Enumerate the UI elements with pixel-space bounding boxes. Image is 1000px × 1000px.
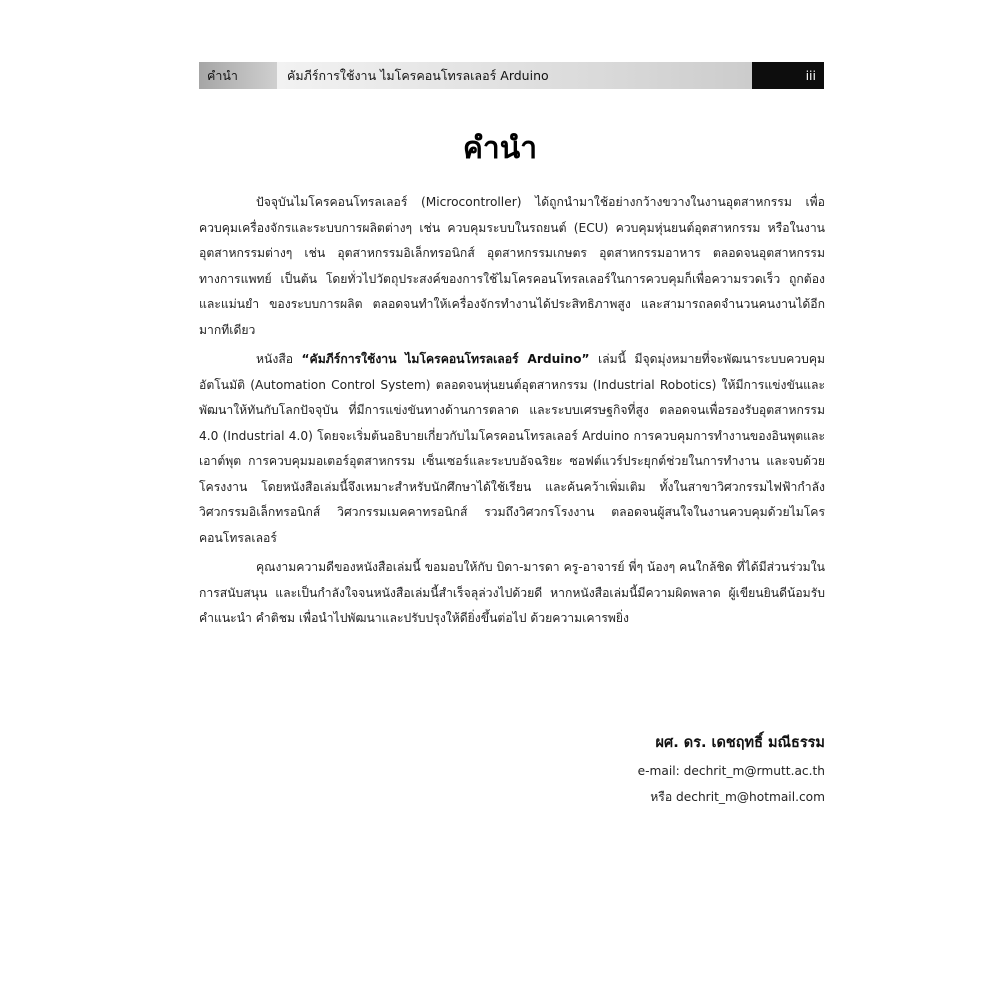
paragraph-2-prefix: หนังสือ bbox=[256, 352, 302, 366]
author-email-primary: e-mail: dechrit_m@rmutt.ac.th bbox=[637, 764, 825, 778]
running-header bbox=[199, 62, 824, 89]
book-title-bold: “คัมภีร์การใช้งาน ไมโครคอนโทรลเลอร์ Arduino” bbox=[301, 352, 590, 366]
paragraph-2 bbox=[199, 347, 825, 551]
page-title: คำนำ bbox=[462, 131, 538, 166]
paragraph-3: คุณงามความดีของหนังสือเล่มนี้ ขอมอบให้กับ บิดา-มารดา ครู-อาจารย์ พี่ๆ น้องๆ คนใกล้ชิด ที่ได้มีส่วนร่วมในการสนับสนุน และเป็นกำลังใจจนหนังสือเล่มนี้สำเร็จลุล่วงไปด้วยดี หากหนังสือเล่มนี้มีความผิดพลาด ผู้เขียนยินดีน้อมรับ คำแนะนำ คำติชม เพื่อนำไปพัฒนาและปรับปรุงให้ดียิ่งขึ้นต่อไป ด้วยความเคารพยิ่ง bbox=[199, 560, 825, 625]
preface-body bbox=[199, 190, 825, 636]
header-page-number: iii bbox=[752, 62, 824, 89]
paragraph-1: ปัจจุบันไมโครคอนโทรลเลอร์ (Microcontroller) ได้ถูกนำมาใช้อย่างกว้างขวางในงานอุตสาหกรรม เพื่อควบคุมเครื่องจักรและระบบการผลิตต่างๆ เช่น ควบคุมระบบในรถยนต์ (ECU) ควบคุมหุ่นยนต์อุตสาหกรรม หรือในงานอุตสาหกรรมต่างๆ เช่น อุตสาหกรรมอิเล็กทรอนิกส์ อุตสาหกรรมเกษตร อุตสาหกรรมอาหาร ตลอดจนอุตสาหกรรมทางการแพทย์ เป็นต้น โดยทั่วไปวัตถุประสงค์ของการใช้ไมโครคอนโทรลเลอร์ในการควบคุมก็เพื่อความรวดเร็ว ถูกต้อง และแม่นยำ ของระบบการผลิต ตลอดจนทำให้เครื่องจักรทำงานได้ประสิทธิภาพสูง และสามารถลดจำนวนคนงานได้อีกมากทีเดียว bbox=[199, 195, 825, 337]
author-name: ผศ. ดร. เดชฤทธิ์ มณีธรรม bbox=[655, 735, 825, 751]
signature-block bbox=[500, 731, 825, 817]
header-book-title: คัมภีร์การใช้งาน ไมโครคอนโทรลเลอร์ Arduino bbox=[277, 62, 752, 89]
author-email-secondary: หรือ dechrit_m@hotmail.com bbox=[650, 790, 825, 804]
header-section-label: คำนำ bbox=[199, 62, 277, 89]
paragraph-2-body: เล่มนี้ มีจุดมุ่งหมายที่จะพัฒนาระบบควบคุมอัตโนมัติ (Automation Control System) ตลอดจนหุ่นยนต์อุตสาหกรรม (Industrial Robotics) ให้มีการแข่งขันและพัฒนาให้ทันกับโลกปัจจุบัน ที่มีการแข่งขันทางด้านการตลาด และระบบเศรษฐกิจที่สูง ตลอดจนเพื่อรองรับอุตสาหกรรม 4.0 (Industrial 4.0) โดยจะเริ่มต้นอธิบายเกี่ยวกับไมโครคอนโทรลเลอร์ Arduino การควบคุมการทำงานของอินพุตและเอาต์พุต การควบคุมมอเตอร์อุตสาหกรรม เซ็นเซอร์และระบบอัจฉริยะ ซอฟต์แวร์ประยุกต์ช่วยในการทำงาน และจบด้วยโครงงาน โดยหนังสือเล่มนี้จึงเหมาะสำหรับนักศึกษาได้ใช้เรียน และค้นคว้าเพิ่มเติม ทั้งในสาขาวิศวกรรมไฟฟ้ากำลัง วิศวกรรมอิเล็กทรอนิกส์ วิศวกรรมเมคคาทรอนิกส์ รวมถึงวิศวกรโรงงาน ตลอดจนผู้สนใจในงานควบคุมด้วยไมโครคอนโทรลเลอร์ bbox=[199, 352, 826, 545]
